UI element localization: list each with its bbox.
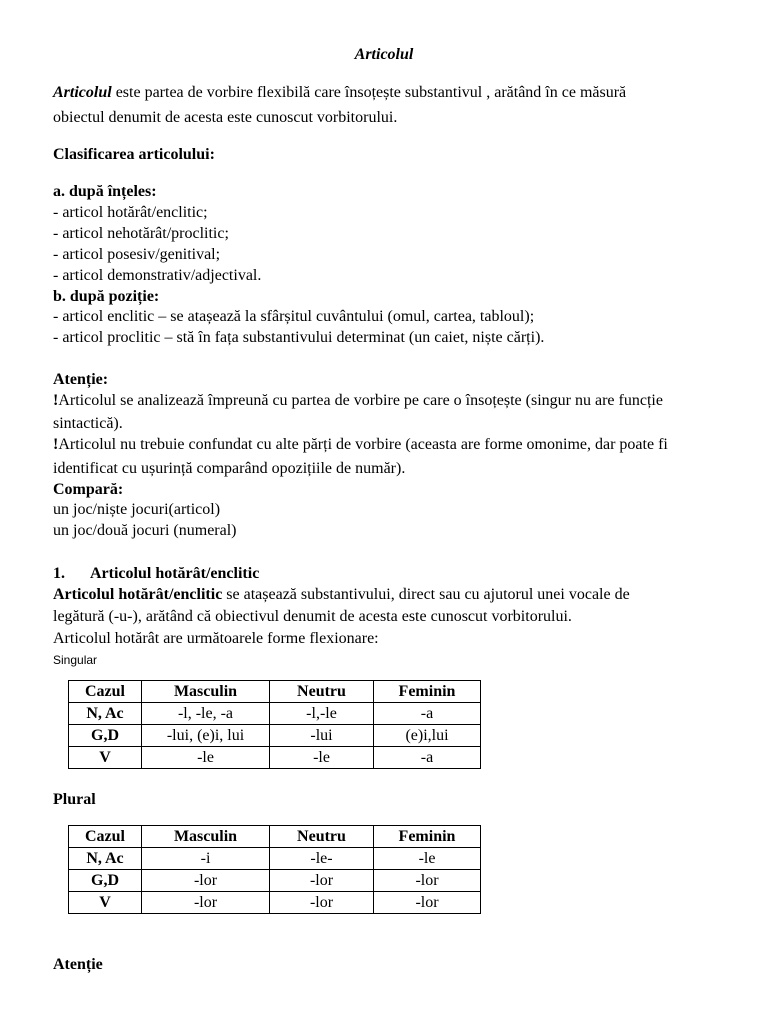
table-cell: -a: [374, 747, 481, 769]
table-cell: -i: [142, 848, 270, 870]
definition-term: Articolul hotărât/enclitic: [53, 586, 223, 603]
table-cell: -lui, (e)i, lui: [142, 725, 270, 747]
table-row: [69, 870, 481, 892]
table-cell: (e)i,lui: [374, 725, 481, 747]
section-number: 1.: [53, 565, 65, 582]
table-cell: -l, -le, -a: [142, 703, 270, 725]
note-1-line-1: [53, 391, 663, 411]
note-1-text: Articolul se analizează împreună cu partea de vorbire pe care o însoțește (singur nu are funcție: [58, 392, 663, 409]
list-item: - articol posesiv/genitival;: [53, 246, 221, 263]
section-title: Articolul hotărât/enclitic: [90, 565, 260, 582]
meaning-subheading: a. după înțeles:: [53, 183, 157, 200]
forms-line: Articolul hotărât are următoarele forme flexionare:: [53, 630, 379, 647]
table-header-cell: Cazul: [69, 681, 142, 703]
classification-heading: Clasificarea articolului:: [53, 146, 215, 163]
table-header-cell: Cazul: [69, 826, 142, 848]
table-cell: N, Ac: [69, 848, 142, 870]
compare-example: un joc/două jocuri (numeral): [53, 522, 237, 539]
section-1-heading: [53, 564, 259, 584]
table-header-cell: Masculin: [142, 826, 270, 848]
table-cell: V: [69, 892, 142, 914]
table-cell: -le: [374, 848, 481, 870]
table-cell: G,D: [69, 725, 142, 747]
attention-heading: Atenție:: [53, 371, 109, 388]
compare-example: un joc/niște jocuri(articol): [53, 501, 221, 518]
table-cell: -le: [270, 747, 374, 769]
intro-line-2: obiectul denumit de acesta este cunoscut vorbitorului.: [53, 109, 398, 126]
note-2-line-1: [53, 435, 668, 455]
table-row: [69, 848, 481, 870]
table-header-cell: Neutru: [270, 681, 374, 703]
table-cell: -lor: [142, 870, 270, 892]
table-header-row: [69, 681, 481, 703]
table-cell: -lor: [374, 870, 481, 892]
singular-table: [68, 680, 481, 769]
table-header-cell: Masculin: [142, 681, 270, 703]
table-cell: -le-: [270, 848, 374, 870]
exclamation-mark: !: [53, 392, 59, 409]
table-cell: -lor: [374, 892, 481, 914]
table-cell: -le: [142, 747, 270, 769]
position-subheading: b. după poziție:: [53, 288, 160, 305]
table-header-row: [69, 826, 481, 848]
table-cell: -lor: [142, 892, 270, 914]
table-header-cell: Feminin: [374, 681, 481, 703]
note-2-text: Articolul nu trebuie confundat cu alte părți de vorbire (aceasta are forme omonime, dar poate fi: [58, 436, 668, 453]
list-item: - articol demonstrativ/adjectival.: [53, 267, 262, 284]
table-cell: G,D: [69, 870, 142, 892]
intro-term: Articolul: [53, 84, 112, 101]
definition-line-1: [53, 585, 630, 605]
table-cell: V: [69, 747, 142, 769]
footer-attention-heading: Atenție: [53, 956, 103, 973]
table-row: [69, 725, 481, 747]
table-cell: -l,-le: [270, 703, 374, 725]
definition-line-1-rest: se atașează substantivului, direct sau cu ajutorul unei vocale de: [222, 586, 630, 603]
note-2-line-2: identificat cu ușurință comparând opozițiile de număr).: [53, 460, 406, 477]
table-cell: -lui: [270, 725, 374, 747]
table-header-cell: Feminin: [374, 826, 481, 848]
intro-line-1: [53, 83, 626, 103]
list-item: - articol enclitic – se atașează la sfârșitul cuvântului (omul, cartea, tabloul);: [53, 308, 535, 325]
table-row: [69, 703, 481, 725]
table-cell: -lor: [270, 892, 374, 914]
table-cell: -a: [374, 703, 481, 725]
compare-heading: Compară:: [53, 481, 124, 498]
exclamation-mark: !: [53, 436, 59, 453]
table-header-cell: Neutru: [270, 826, 374, 848]
table-row: [69, 747, 481, 769]
table-cell: -lor: [270, 870, 374, 892]
singular-label: Singular: [53, 653, 98, 667]
page-title: Articolul: [354, 46, 414, 63]
definition-line-2: legătură (-u-), arătând că obiectivul denumit de acesta este cunoscut vorbitorului.: [53, 608, 572, 625]
list-item: - articol hotărât/enclitic;: [53, 204, 208, 221]
note-1-line-2: sintactică).: [53, 415, 123, 432]
plural-label: Plural: [53, 791, 96, 808]
plural-table: [68, 825, 481, 914]
table-cell: N, Ac: [69, 703, 142, 725]
list-item: - articol proclitic – stă în fața substantivului determinat (un caiet, niște cărți).: [53, 329, 545, 346]
table-row: [69, 892, 481, 914]
intro-line-1-rest: este partea de vorbire flexibilă care însoțește substantivul , arătând în ce măsură: [111, 84, 627, 101]
list-item: - articol nehotărât/proclitic;: [53, 225, 229, 242]
